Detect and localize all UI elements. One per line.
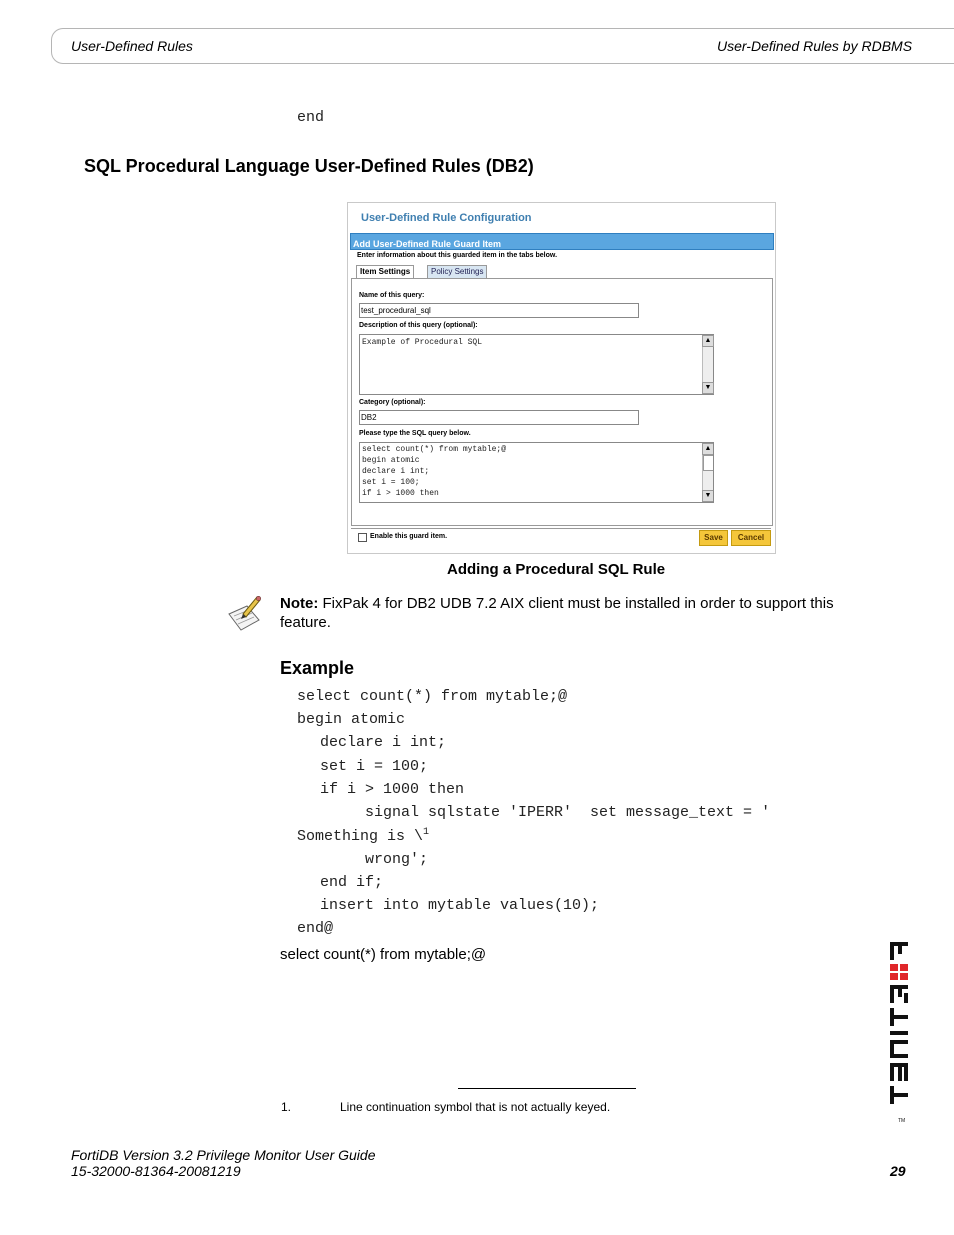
example-heading: Example <box>280 658 355 678</box>
body-text: select count(*) from mytable;@ <box>280 946 487 963</box>
figure-caption: Adding a Procedural SQL Rule <box>447 561 666 578</box>
sql-line: select count(*) from mytable;@ <box>362 445 507 454</box>
footnote-number: 1. <box>281 1100 292 1114</box>
scroll-up-icon[interactable]: ▲ <box>702 443 714 455</box>
description-scrollbar[interactable] <box>702 335 713 394</box>
category-label: Category (optional): <box>359 399 426 406</box>
sql-textarea[interactable] <box>359 442 714 503</box>
example-code-line: set i = 100; <box>320 758 429 775</box>
cancel-button[interactable]: Cancel <box>731 530 771 546</box>
enable-checkbox[interactable] <box>358 533 367 542</box>
sql-line: declare i int; <box>362 467 430 476</box>
tab-policy-settings[interactable]: Policy Settings <box>427 265 487 279</box>
page-number: 29 <box>890 1163 906 1179</box>
example-code-line: begin atomic <box>297 711 406 728</box>
example-code-line: wrong'; <box>365 851 429 868</box>
sql-line: if i > 1000 then <box>362 489 439 498</box>
scroll-thumb[interactable] <box>703 455 714 471</box>
footer-doc-number: 15-32000-81364-20081219 <box>71 1163 241 1179</box>
fortinet-logo <box>884 940 924 1137</box>
header-left-title: User-Defined Rules <box>71 38 193 54</box>
example-code-line: if i > 1000 then <box>320 781 465 798</box>
note-paragraph <box>280 594 840 632</box>
svg-text:TM: TM <box>898 1118 906 1124</box>
name-field[interactable]: test_procedural_sql <box>359 303 639 318</box>
scroll-up-icon[interactable]: ▲ <box>702 335 714 347</box>
name-label: Name of this query: <box>359 292 425 299</box>
description-label: Description of this query (optional): <box>359 322 478 329</box>
note-label: Note: <box>280 595 319 612</box>
window-title: User-Defined Rule Configuration <box>361 212 532 224</box>
category-field[interactable]: DB2 <box>359 410 639 425</box>
header-right-title: User-Defined Rules by RDBMS <box>717 38 913 54</box>
note-text: FixPak 4 for DB2 UDB 7.2 AIX client must be installed in order to support this feature. <box>280 595 834 631</box>
rule-config-screenshot <box>347 202 776 554</box>
enable-label: Enable this guard item. <box>370 533 448 540</box>
example-code-line: end if; <box>320 874 384 891</box>
example-code-line: select count(*) from mytable;@ <box>297 688 568 705</box>
example-code-line: insert into mytable values(10); <box>320 897 600 914</box>
tab-item-settings[interactable]: Item Settings <box>356 265 414 278</box>
save-button[interactable]: Save <box>699 530 728 546</box>
sql-label: Please type the SQL query below. <box>359 430 471 437</box>
example-code-line: end@ <box>297 920 334 937</box>
title-bar-text: Add User-Defined Rule Guard Item <box>353 239 502 249</box>
example-code-line <box>297 827 429 845</box>
footnote-reference[interactable]: 1 <box>423 827 430 838</box>
code-end: end <box>297 109 325 126</box>
scroll-down-icon[interactable]: ▼ <box>702 382 714 394</box>
footnote-text: Line continuation symbol that is not actually keyed. <box>340 1100 611 1114</box>
sql-line: set i = 100; <box>362 478 420 487</box>
example-code-line: signal sqlstate 'IPERR' set message_text = ' <box>365 804 771 821</box>
sql-scrollbar[interactable] <box>702 443 713 502</box>
note-pencil-icon <box>225 592 265 637</box>
scroll-down-icon[interactable]: ▼ <box>702 490 714 502</box>
sql-line: begin atomic <box>362 456 420 465</box>
example-code-text: Something is \ <box>297 828 424 845</box>
title-bar <box>350 233 774 250</box>
intro-text: Enter information about this guarded item in the tabs below. <box>357 252 558 259</box>
description-text: Example of Procedural SQL <box>362 338 483 347</box>
section-title: SQL Procedural Language User-Defined Rules (DB2) <box>84 156 534 176</box>
example-code-line: declare i int; <box>320 734 447 751</box>
description-textarea[interactable] <box>359 334 714 395</box>
footer-guide-title: FortiDB Version 3.2 Privilege Monitor User Guide <box>71 1147 376 1163</box>
footnote-divider <box>458 1088 636 1089</box>
